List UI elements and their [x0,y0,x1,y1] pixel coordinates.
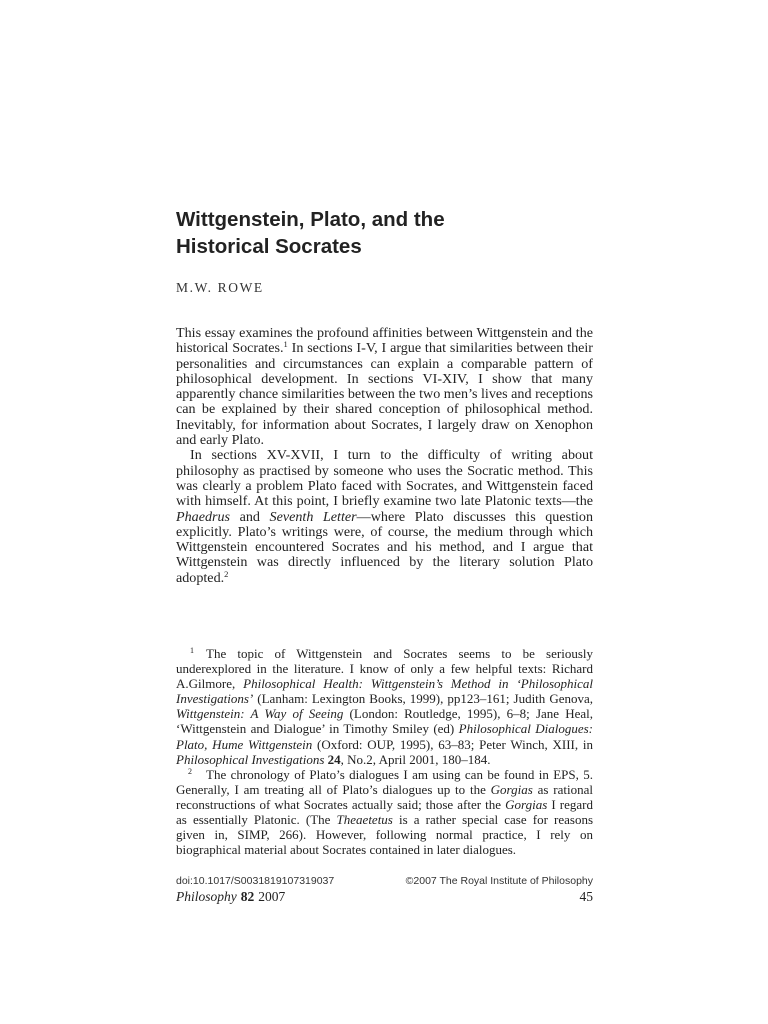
footer-volume: 82 [240,889,255,904]
page-number: 45 [579,889,593,904]
body-paragraph-2-text-a: In sections XV-XVII, I turn to the difficulty of writing about philosophy as practised by someone who uses the Socratic method. This was clearly a problem Plato faced with Socrates, and Wittgenstein faced with himself. At this point, I briefly examine two late Platonic texts—the [176,447,593,510]
footer-journal-citation [176,889,285,905]
footnotes [176,646,593,857]
footnote-2-italic-2: Gorgias [505,796,548,812]
footnote-2-text-b: as rational reconstructions of what Socrates actually said; those after the [176,781,593,812]
footnote-1-text-d: (Oxford: OUP, 1995), 63–83; Peter Winch, XIII, in [312,736,593,752]
article-abstract [176,326,593,586]
footnote-ref-2[interactable]: 2 [224,568,229,579]
footnote-1-italic-4: Philosophical Investigations [176,751,325,767]
body-paragraph-1-text-a: This essay examines the profound affinities between Wittgenstein and the historical Socrates. [176,325,593,357]
footnote-1-italic-1: Philosophical Health: Wittgenstein’s Method in ‘Philosophical Investigations’ [176,676,594,707]
title-seventh-letter: Seventh Letter [269,508,357,525]
footnote-2-text-a: The chronology of Plato’s dialogues I am using can be found in EPS, 5. Generally, I am treating all of Plato’s dialogues up to the [176,766,593,797]
footnote-2-text-c: I regard as essentially Platonic. (The [176,796,593,828]
footnote-1-text-c: (London: Routledge, 1995), 6–8; Jane Heal, ‘Wittgenstein and Dialogue’ in Timothy Smiley (ed) [176,706,593,737]
body-paragraph-2 [176,448,593,586]
footnote-2: $^2$ The chronology of Plato’s dialogues I am using can be found in EPS, 5. Generally, I am treating all of Plato’s dialogues up to the Gorgias as rational reconstructions of what Socrates actually said; those after the Gorgias I regard as essentially Platonic. (The Theaetetus is a rather special case for reasons given in, SIMP, 266). However, following normal practice, I rely on biographical material about Socrates contained in later dialogues. [176,766,593,858]
footnote-1-italic-3: Philosophical Dialogues: Plato, Hume Wittgenstein [176,721,593,752]
article-author: M.W. ROWE [176,280,264,295]
footnote-ref-1[interactable]: 1 [283,339,288,350]
footnote-1-italic-2: Wittgenstein: A Way of Seeing [176,706,344,722]
body-paragraph-2-text-b: and [230,508,270,525]
article-title [176,206,596,260]
article-title-line-1: Wittgenstein, Plato, and the [176,208,445,231]
body-paragraph-1 [176,326,593,448]
footnote-1-text-a: The topic of Wittgenstein and Socrates seems to be seriously underexplored in the literature. I know of only a few helpful texts: Richard A.Gilmore, [176,646,593,692]
footnote-2-text-d: is a rather special case for reasons given in, SIMP, 266). However, following normal practice, I rely on biographical material about Socrates contained in later dialogues. [176,812,593,858]
footer-year: 2007 [258,889,286,904]
footnote-1-text-b: (Lanham: Lexington Books, 1999), pp123–161; Judith Genova, [253,691,593,707]
footnote-1-volume: 24 [327,751,341,767]
footnote-1: $^1$ The topic of Wittgenstein and Socrates seems to be seriously underexplored in the literature. I know of only a few helpful texts: Richard A.Gilmore, Philosophical Health: Wittgenstein’s Method in ‘Philosophical Investigations’ (Lanham: Lexington Books, 1999), pp123–161; Judith Genova, Wittgenstein: A Way of Seeing (London: Routledge, 1995), 6–8; Jane Heal, ‘Wittgenstein and Dialogue’ in Timothy Smiley (ed) Philosophical Dialogues: Plato, Hume Wittgenstein (Oxford: OUP, 1995), 63–83; Peter Winch, XIII, in Philosophical Investigations 24, No.2, April 2001, 180–184. [176,646,594,767]
footnote-2-italic-1: Gorgias [490,781,533,797]
article-title-line-2: Historical Socrates [176,235,362,258]
footer-journal-name: Philosophy [176,889,237,904]
footnote-1-text-f: , No.2, April 2001, 180–184. [340,751,491,767]
body-paragraph-2-text-c: —where Plato discusses this question explicitly. Plato’s writings were, of course, the medium through which Wittgenstein encountered Socrates and his method, and I argue that Wittgenstein was directly influenced by the literary solution Plato adopted. [176,508,594,586]
title-phaedrus: Phaedrus [176,508,231,525]
footer-doi[interactable]: doi:10.1017/S0031819107319037 [176,875,335,887]
footnote-2-italic-3: Theaetetus [336,812,393,828]
body-paragraph-1-text-b: In sections I-V, I argue that similarities between their personalities and circumstances can explain a comparable pattern of philosophical development. In sections VI-XIV, I show that many apparently chance similarities between the two men’s lives and receptions can be explained by their shared conception of philosophical method. Inevitably, for information about Socrates, I largely draw on Xenophon and early Plato. [176,340,593,449]
footer-copyright: ©2007 The Royal Institute of Philosophy [405,875,593,887]
